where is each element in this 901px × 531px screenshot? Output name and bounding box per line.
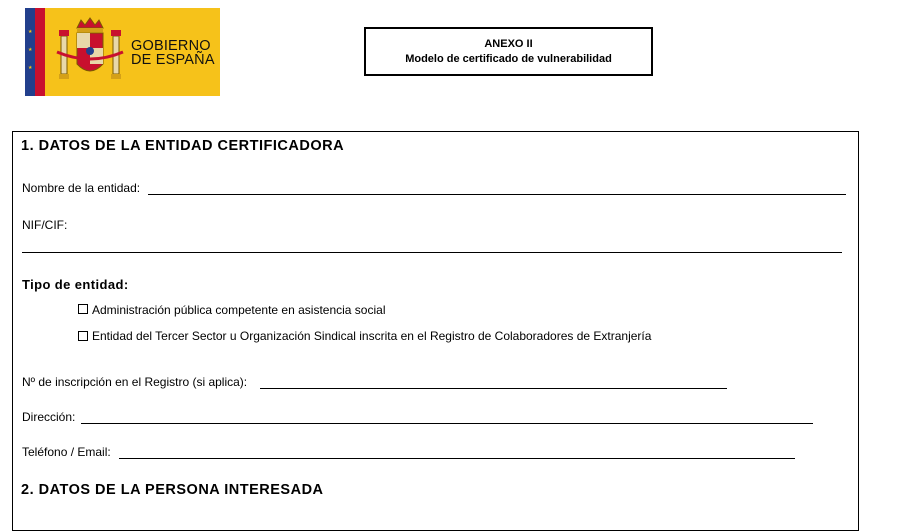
star-icon: ★	[28, 47, 33, 53]
logo-text	[131, 39, 215, 67]
certificate-form	[12, 131, 859, 531]
address-field[interactable]	[81, 423, 813, 424]
flag-red-stripe	[35, 8, 45, 96]
option-third-sector-label: Entidad del Tercer Sector u Organización Sindical inscrita en el Registro de Colaboradores de Extranjería	[92, 329, 652, 343]
address-label: Dirección:	[22, 410, 76, 424]
logo-text-line1: GOBIERNO	[131, 38, 211, 54]
coat-of-arms-icon	[55, 16, 125, 90]
annex-title-box	[364, 27, 653, 76]
entity-type-label: Tipo de entidad:	[22, 277, 129, 292]
option-public-admin-label: Administración pública competente en asistencia social	[92, 303, 386, 317]
gobierno-de-espana-logo	[25, 8, 220, 96]
logo-text-line2: DE ESPAÑA	[131, 52, 215, 68]
nif-field[interactable]	[22, 252, 842, 253]
option-third-sector-checkbox[interactable]	[78, 331, 88, 341]
entity-name-label: Nombre de la entidad:	[22, 181, 141, 195]
star-icon: ★	[28, 65, 33, 71]
star-icon: ★	[28, 29, 33, 35]
registry-number-label: Nº de inscripción en el Registro (si aplica):	[22, 375, 248, 389]
option-public-admin-checkbox[interactable]	[78, 304, 88, 314]
annex-title: ANEXO II	[484, 38, 533, 50]
annex-subtitle: Modelo de certificado de vulnerabilidad	[405, 53, 612, 65]
section-1-title: 1. DATOS DE LA ENTIDAD CERTIFICADORA	[21, 138, 345, 154]
registry-number-field[interactable]	[260, 388, 727, 389]
section-2-title: 2. DATOS DE LA PERSONA INTERESADA	[21, 482, 324, 498]
phone-email-field[interactable]	[119, 458, 795, 459]
phone-email-label: Teléfono / Email:	[22, 445, 111, 459]
nif-label: NIF/CIF:	[22, 218, 68, 232]
entity-name-field[interactable]	[148, 194, 846, 195]
